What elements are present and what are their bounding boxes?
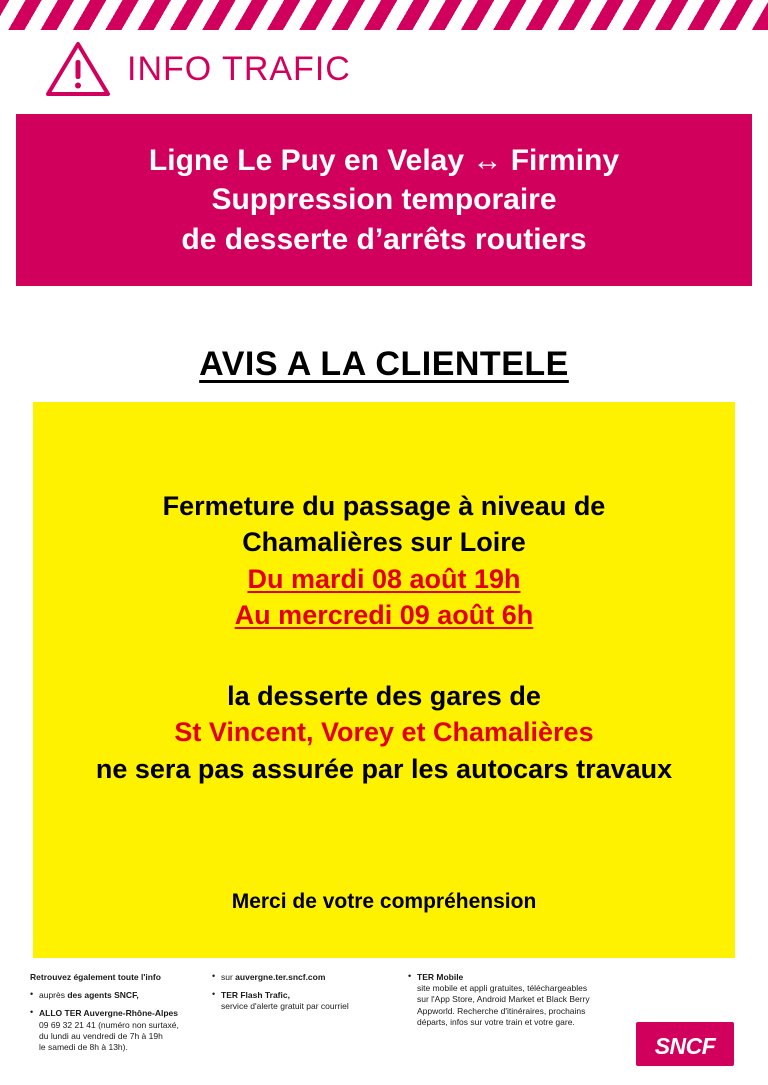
- footer-column-web: [212, 972, 402, 1020]
- notice-thanks: Merci de votre compréhension: [231, 890, 537, 913]
- notice-line-6: St Vincent, Vorey et Chamalières: [174, 717, 594, 748]
- page-title: AVIS A LA CLIENTELE: [199, 345, 569, 383]
- sncf-logo: [636, 1022, 734, 1066]
- notice-line-3: Du mardi 08 août 19h: [247, 563, 521, 594]
- banner-line-3: de desserte d’arrêts routiers: [181, 222, 587, 256]
- info-trafic-label: INFO TRAFIC: [127, 49, 351, 88]
- footer-item-flash-trafic-desc: service d'alerte gratuit par courriel: [221, 1001, 349, 1012]
- footer-item-ter-mobile: [408, 972, 633, 1028]
- footer-item-ter-mobile-line4: départs, infos sur votre train et votre gare.: [417, 1016, 575, 1027]
- footer-column-contact: [30, 972, 205, 1060]
- footer-item-allo-ter-line1: 09 69 32 21 41 (numéro non surtaxé,: [39, 1019, 179, 1030]
- banner-line-2: Suppression temporaire: [211, 183, 557, 217]
- footer-item-website[interactable]: [212, 972, 402, 983]
- footer-item-agents: [30, 990, 205, 1001]
- sncf-logo-text: SNCF: [654, 1033, 716, 1059]
- footer-item-ter-mobile-line3: Appworld. Recherche d'itinéraires, prochains: [417, 1005, 586, 1016]
- warning-triangle-icon: [45, 40, 111, 98]
- notice-line-2: Chamalières sur Loire: [242, 527, 526, 558]
- footer-item-allo-ter-line2: du lundi au vendredi de 7h à 19h: [39, 1030, 163, 1041]
- footer-item-allo-ter: [30, 1008, 205, 1053]
- footer-item-website-url[interactable]: auvergne.ter.sncf.com: [235, 972, 326, 982]
- footer-heading: Retrouvez également toute l'info: [30, 972, 161, 982]
- footer-item-agents-bold: des agents SNCF,: [67, 990, 139, 1001]
- title-banner: [16, 114, 752, 286]
- banner-line-1: Ligne Le Puy en Velay ↔ Firminy: [148, 143, 620, 177]
- footer-item-flash-trafic-title: TER Flash Trafic,: [221, 990, 290, 1001]
- info-trafic-header: [45, 40, 351, 98]
- notice-line-1: Fermeture du passage à niveau de: [162, 491, 606, 521]
- footer-item-allo-ter-line3: le samedi de 8h à 13h).: [39, 1042, 128, 1053]
- footer-item-website-prefix: sur: [221, 972, 236, 982]
- notice-line-7: ne sera pas assurée par les autocars travaux: [95, 753, 673, 784]
- footer-column-mobile: [408, 972, 633, 1035]
- notice-spacer: [33, 634, 735, 678]
- footer-item-flash-trafic: [212, 990, 402, 1012]
- footer-item-allo-ter-title: ALLO TER Auvergne-Rhône-Alpes: [39, 1008, 178, 1019]
- footer-item-ter-mobile-line1: site mobile et appli gratuites, téléchargeables: [417, 983, 588, 994]
- footer-item-ter-mobile-line2: sur l'App Store, Android Market et Black Berry: [417, 994, 590, 1005]
- footer-item-ter-mobile-title: TER Mobile: [417, 972, 464, 982]
- main-notice-block: [33, 402, 735, 958]
- notice-line-5: la desserte des gares de: [227, 680, 541, 711]
- hazard-stripe-bar: [0, 0, 768, 30]
- footer-item-agents-prefix: auprès: [39, 990, 68, 1001]
- notice-line-4: Au mercredi 09 août 6h: [234, 600, 534, 631]
